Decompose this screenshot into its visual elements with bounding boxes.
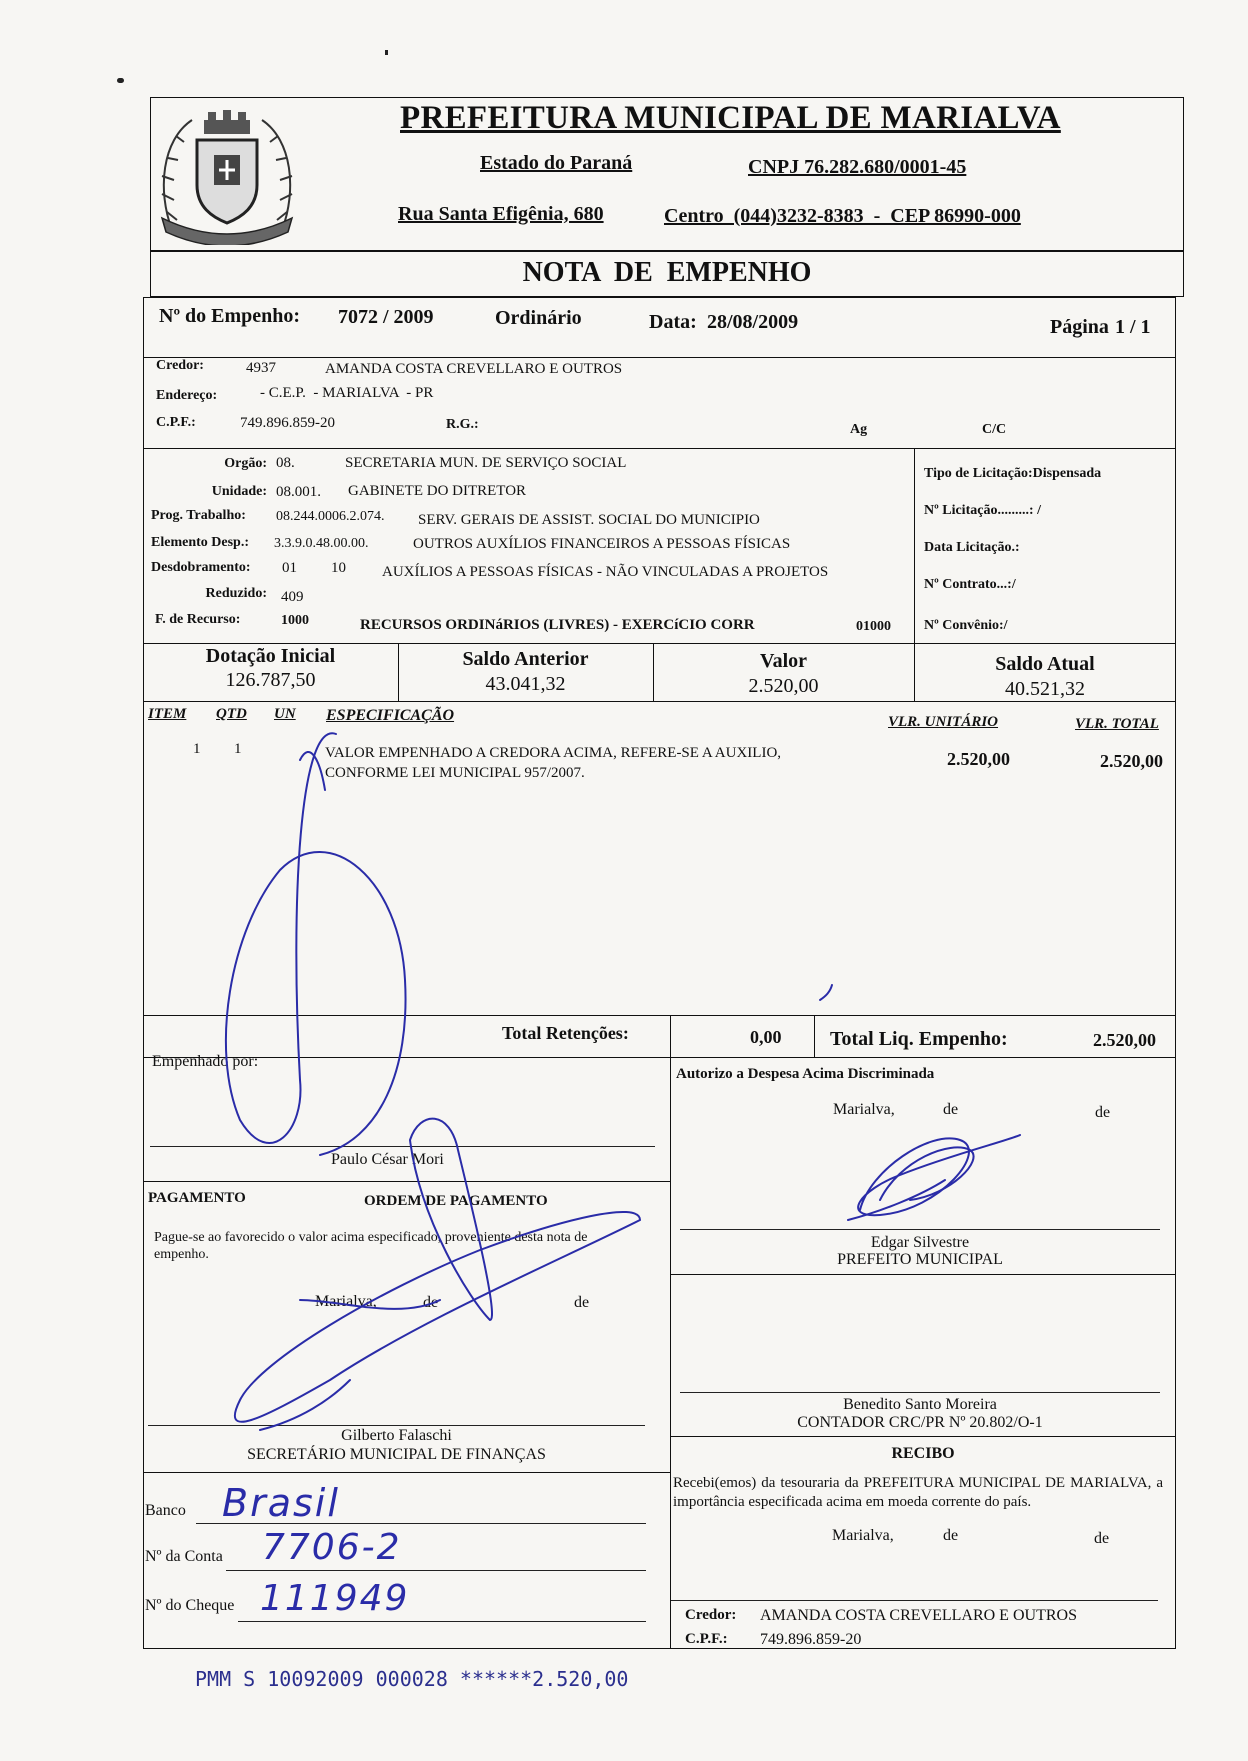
licitacao-tipo: Tipo de Licitação:Dispensada bbox=[924, 466, 1102, 481]
state-name: Estado do Paraná bbox=[480, 152, 633, 174]
date-value: 28/08/2009 bbox=[707, 311, 799, 333]
recibo-title: RECIBO bbox=[891, 1445, 955, 1462]
pagamento-de2: de bbox=[574, 1294, 590, 1311]
orgao-code: 08. bbox=[276, 455, 295, 471]
dotacao-value: 126.787,50 bbox=[225, 669, 316, 691]
credor-code: 4937 bbox=[246, 360, 276, 376]
prog-code: 08.244.0006.2.074. bbox=[276, 509, 385, 524]
desdobramento-label: Desdobramento: bbox=[151, 560, 251, 575]
street-address: Rua Santa Efigênia, 680 bbox=[398, 203, 604, 225]
address-value: - C.E.P. - MARIALVA - PR bbox=[260, 385, 434, 401]
licitacao-numero: Nº Licitação.........: / bbox=[924, 503, 1041, 518]
conta-label: Nº da Conta bbox=[145, 1548, 223, 1565]
item-description-2: CONFORME LEI MUNICIPAL 957/2007. bbox=[325, 765, 585, 781]
item-number: 1 bbox=[193, 741, 201, 757]
empenho-label: Nº do Empenho: bbox=[159, 305, 301, 327]
recibo-credor-value: AMANDA COSTA CREVELLARO E OUTROS bbox=[760, 1607, 1077, 1624]
recibo-text: Recebi(emos) da tesouraria da PREFEITURA MUNICIPAL DE MARIALVA, a importância especificada acima em moeda corrente do país. bbox=[673, 1475, 1163, 1510]
saldo-atual-label: Saldo Atual bbox=[995, 653, 1095, 675]
secretario-name: Gilberto Falaschi bbox=[341, 1427, 452, 1444]
address-rest: Centro (044)3232-8383 - CEP 86990-000 bbox=[664, 205, 1021, 227]
cc-label: C/C bbox=[982, 422, 1007, 437]
recurso-code: 1000 bbox=[281, 613, 309, 628]
date-label: Data: bbox=[649, 311, 697, 333]
dotacao-label: Dotação Inicial bbox=[205, 645, 336, 667]
recurso-number: 01000 bbox=[856, 619, 891, 634]
saldo-anterior-value: 43.041,32 bbox=[485, 673, 566, 695]
contador-name: Benedito Santo Moreira bbox=[843, 1396, 997, 1413]
recibo-cpf-value: 749.896.859-20 bbox=[760, 1631, 862, 1648]
col-espec-header: ESPECIFICAÇÃO bbox=[326, 707, 455, 724]
recurso-label: F. de Recurso: bbox=[155, 612, 241, 627]
empenho-value: 7072 / 2009 bbox=[338, 306, 434, 328]
secretario-role: SECRETÁRIO MUNICIPAL DE FINANÇAS bbox=[247, 1446, 546, 1463]
valor-label: Valor bbox=[759, 650, 808, 672]
reduzido-value: 409 bbox=[281, 589, 304, 605]
cpf-value: 749.896.859-20 bbox=[240, 415, 335, 431]
contrato-numero: Nº Contrato...:/ bbox=[924, 577, 1016, 592]
prog-name: SERV. GERAIS DE ASSIST. SOCIAL DO MUNICIPIO bbox=[418, 512, 760, 528]
cnpj: CNPJ 76.282.680/0001-45 bbox=[748, 156, 967, 178]
prefeito-name: Edgar Silvestre bbox=[870, 1234, 970, 1251]
cheque-label: Nº do Cheque bbox=[145, 1597, 235, 1614]
liquido-label: Total Liq. Empenho: bbox=[830, 1028, 1008, 1050]
desdobramento-name: AUXÍLIOS A PESSOAS FÍSICAS - NÃO VINCULADAS A PROJETOS bbox=[382, 564, 829, 580]
ag-label: Ag bbox=[850, 422, 868, 437]
convenio-numero: Nº Convênio:/ bbox=[924, 618, 1008, 633]
page-value: 1 / 1 bbox=[1115, 316, 1151, 338]
cpf-label: C.P.F.: bbox=[156, 415, 196, 430]
contador-role: CONTADOR CRC/PR Nº 20.802/O-1 bbox=[797, 1414, 1043, 1431]
item-total-value: 2.520,00 bbox=[1100, 751, 1163, 771]
unidade-name: GABINETE DO DITRETOR bbox=[348, 483, 527, 499]
liquido-value: 2.520,00 bbox=[1093, 1030, 1156, 1050]
saldo-atual-value: 40.521,32 bbox=[1005, 678, 1085, 700]
municipality-title: PREFEITURA MUNICIPAL DE MARIALVA bbox=[400, 100, 1061, 136]
retencoes-label: Total Retenções: bbox=[502, 1023, 629, 1043]
autorizo-label: Autorizo a Despesa Acima Discriminada bbox=[676, 1066, 935, 1082]
cheque-handwritten: 111949 bbox=[260, 1578, 410, 1619]
desdobramento-code1: 01 bbox=[282, 560, 297, 576]
elemento-name: OUTROS AUXÍLIOS FINANCEIROS A PESSOAS FÍSICAS bbox=[413, 536, 791, 552]
recibo-credor-label: Credor: bbox=[685, 1607, 737, 1623]
item-description-1: VALOR EMPENHADO A CREDORA ACIMA, REFERE-SE A AUXILIO, bbox=[325, 745, 782, 761]
item-unit-value: 2.520,00 bbox=[947, 749, 1010, 769]
recurso-name: RECURSOS ORDINáRIOS (LIVRES) - EXERCíCIO CORR bbox=[360, 617, 755, 633]
credor-name: AMANDA COSTA CREVELLARO E OUTROS bbox=[325, 361, 623, 377]
scan-speck bbox=[117, 78, 124, 83]
document-title: NOTA DE EMPENHO bbox=[522, 257, 812, 288]
saldo-anterior-label: Saldo Anterior bbox=[462, 648, 589, 670]
autorizo-de2: de bbox=[1095, 1104, 1111, 1121]
prefeito-role: PREFEITO MUNICIPAL bbox=[837, 1251, 1003, 1268]
empenhado-signer: Paulo César Mori bbox=[331, 1151, 444, 1168]
recibo-city: Marialva, bbox=[832, 1527, 894, 1544]
pagamento-city: Marialva, bbox=[315, 1293, 377, 1310]
address-label: Endereço: bbox=[156, 388, 218, 403]
recibo-de1: de bbox=[943, 1527, 959, 1544]
scan-speck bbox=[385, 50, 388, 55]
reduzido-label: Reduzido: bbox=[205, 586, 267, 601]
banco-handwritten: Brasil bbox=[222, 1481, 340, 1525]
pagamento-de1: de bbox=[423, 1294, 439, 1311]
orgao-name: SECRETARIA MUN. DE SERVIÇO SOCIAL bbox=[345, 455, 627, 471]
unidade-label: Unidade: bbox=[211, 484, 267, 499]
item-qtd: 1 bbox=[234, 741, 242, 757]
conta-handwritten: 7706-2 bbox=[262, 1527, 402, 1568]
retencoes-value: 0,00 bbox=[750, 1027, 782, 1047]
valor-value: 2.520,00 bbox=[748, 675, 819, 697]
pagamento-label: PAGAMENTO bbox=[148, 1190, 246, 1206]
credor-label: Credor: bbox=[156, 358, 204, 373]
elemento-code: 3.3.9.0.48.00.00. bbox=[274, 536, 369, 551]
autorizo-de1: de bbox=[943, 1101, 959, 1118]
prog-label: Prog. Trabalho: bbox=[151, 508, 246, 523]
empenho-type: Ordinário bbox=[495, 307, 582, 329]
empenhado-label: Empenhado por: bbox=[152, 1053, 259, 1070]
col-item-header: ITEM bbox=[148, 706, 187, 722]
page-label: Página bbox=[1050, 316, 1109, 338]
pagamento-text: Pague-se ao favorecido o valor acima especificado, proveniente desta nota de empenho. bbox=[154, 1230, 588, 1262]
col-qtd-header: QTD bbox=[216, 706, 247, 722]
banco-label: Banco bbox=[145, 1502, 186, 1519]
col-un-header: UN bbox=[274, 706, 296, 722]
licitacao-data: Data Licitação.: bbox=[924, 540, 1020, 555]
coat-of-arms-icon bbox=[152, 100, 302, 245]
elemento-label: Elemento Desp.: bbox=[151, 535, 249, 550]
payment-stamp: PMM S 10092009 000028 ******2.520,00 bbox=[195, 1667, 629, 1691]
autorizo-city: Marialva, bbox=[833, 1101, 895, 1118]
orgao-label: Orgão: bbox=[224, 456, 267, 471]
col-vlr-total-header: VLR. TOTAL bbox=[1075, 716, 1159, 732]
recibo-de2: de bbox=[1094, 1530, 1110, 1547]
desdobramento-code2: 10 bbox=[331, 560, 346, 576]
col-vlr-unit-header: VLR. UNITÁRIO bbox=[888, 714, 999, 730]
ordem-pagamento-label: ORDEM DE PAGAMENTO bbox=[364, 1193, 548, 1209]
rg-label: R.G.: bbox=[446, 417, 479, 432]
recibo-cpf-label: C.P.F.: bbox=[685, 1631, 728, 1647]
unidade-code: 08.001. bbox=[276, 484, 321, 500]
